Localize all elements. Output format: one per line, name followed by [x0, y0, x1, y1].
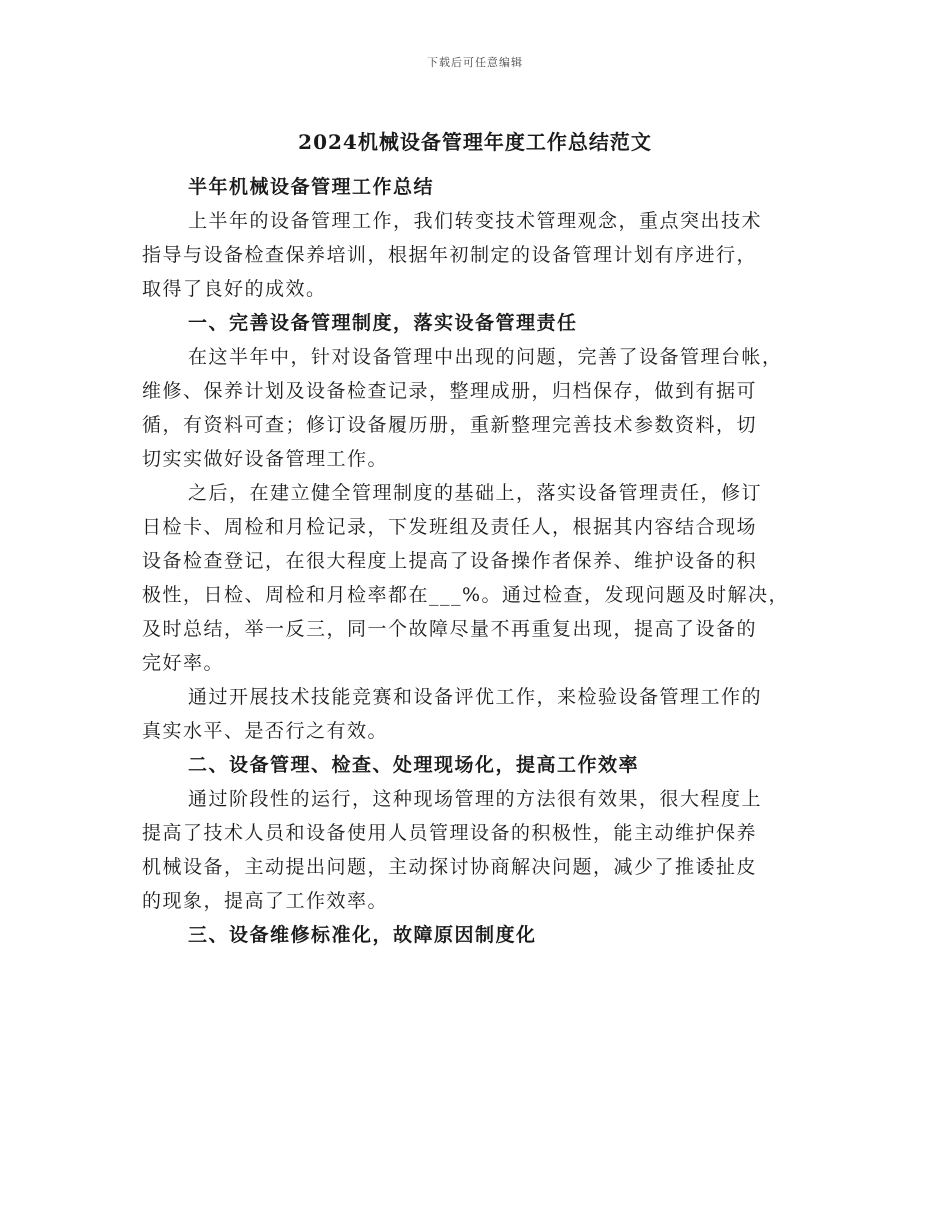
header-note: 下载后可任意编辑: [427, 56, 523, 69]
paragraph-line: 通过阶段性的运行，这种现场管理的方法很有效果，很大程度上: [188, 788, 763, 810]
paragraph-line: 日检卡、周检和月检记录，下发班组及责任人，根据其内容结合现场: [142, 516, 758, 538]
section-heading: 一、完善设备管理制度，落实设备管理责任: [188, 312, 578, 334]
paragraph-line: 取得了良好的成效。: [142, 278, 327, 300]
paragraph-line: 之后，在建立健全管理制度的基础上，落实设备管理责任，修订: [188, 482, 763, 504]
paragraph-line: 在这半年中，针对设备管理中出现的问题，完善了设备管理台帐，: [188, 346, 783, 368]
paragraph-line: 上半年的设备管理工作，我们转变技术管理观念，重点突出技术: [188, 210, 763, 232]
section-heading: 半年机械设备管理工作总结: [188, 176, 435, 198]
section-heading: 三、设备维修标准化，故障原因制度化: [188, 924, 537, 946]
paragraph-line: 完好率。: [142, 652, 225, 674]
paragraph-line: 循，有资料可查；修订设备履历册，重新整理完善技术参数资料，切: [142, 414, 758, 436]
paragraph-line: 提高了技术人员和设备使用人员管理设备的积极性，能主动维护保养: [142, 822, 758, 844]
paragraph-line: 极性，日检、周检和月检率都在___%。通过检查，发现问题及时解决，: [142, 584, 790, 606]
paragraph-line: 真实水平、是否行之有效。: [142, 720, 389, 742]
section-heading: 二、设备管理、检查、处理现场化，提高工作效率: [188, 754, 640, 776]
paragraph-line: 机械设备，主动提出问题，主动探讨协商解决问题，减少了推诿扯皮: [142, 856, 758, 878]
paragraph-line: 设备检查登记，在很大程度上提高了设备操作者保养、维护设备的积: [142, 550, 758, 572]
paragraph-line: 维修、保养计划及设备检查记录，整理成册，归档保存，做到有据可: [142, 380, 758, 402]
paragraph-line: 切实实做好设备管理工作。: [142, 448, 389, 470]
paragraph-line: 通过开展技术技能竞赛和设备评优工作，来检验设备管理工作的: [188, 686, 763, 708]
page-title: 2024机械设备管理年度工作总结范文: [298, 130, 652, 154]
paragraph-line: 指导与设备检查保养培训，根据年初制定的设备管理计划有序进行，: [142, 244, 758, 266]
document-body: [142, 170, 822, 952]
paragraph-line: 及时总结，举一反三，同一个故障尽量不再重复出现，提高了设备的: [142, 618, 758, 640]
paragraph-line: 的现象，提高了工作效率。: [142, 890, 389, 912]
